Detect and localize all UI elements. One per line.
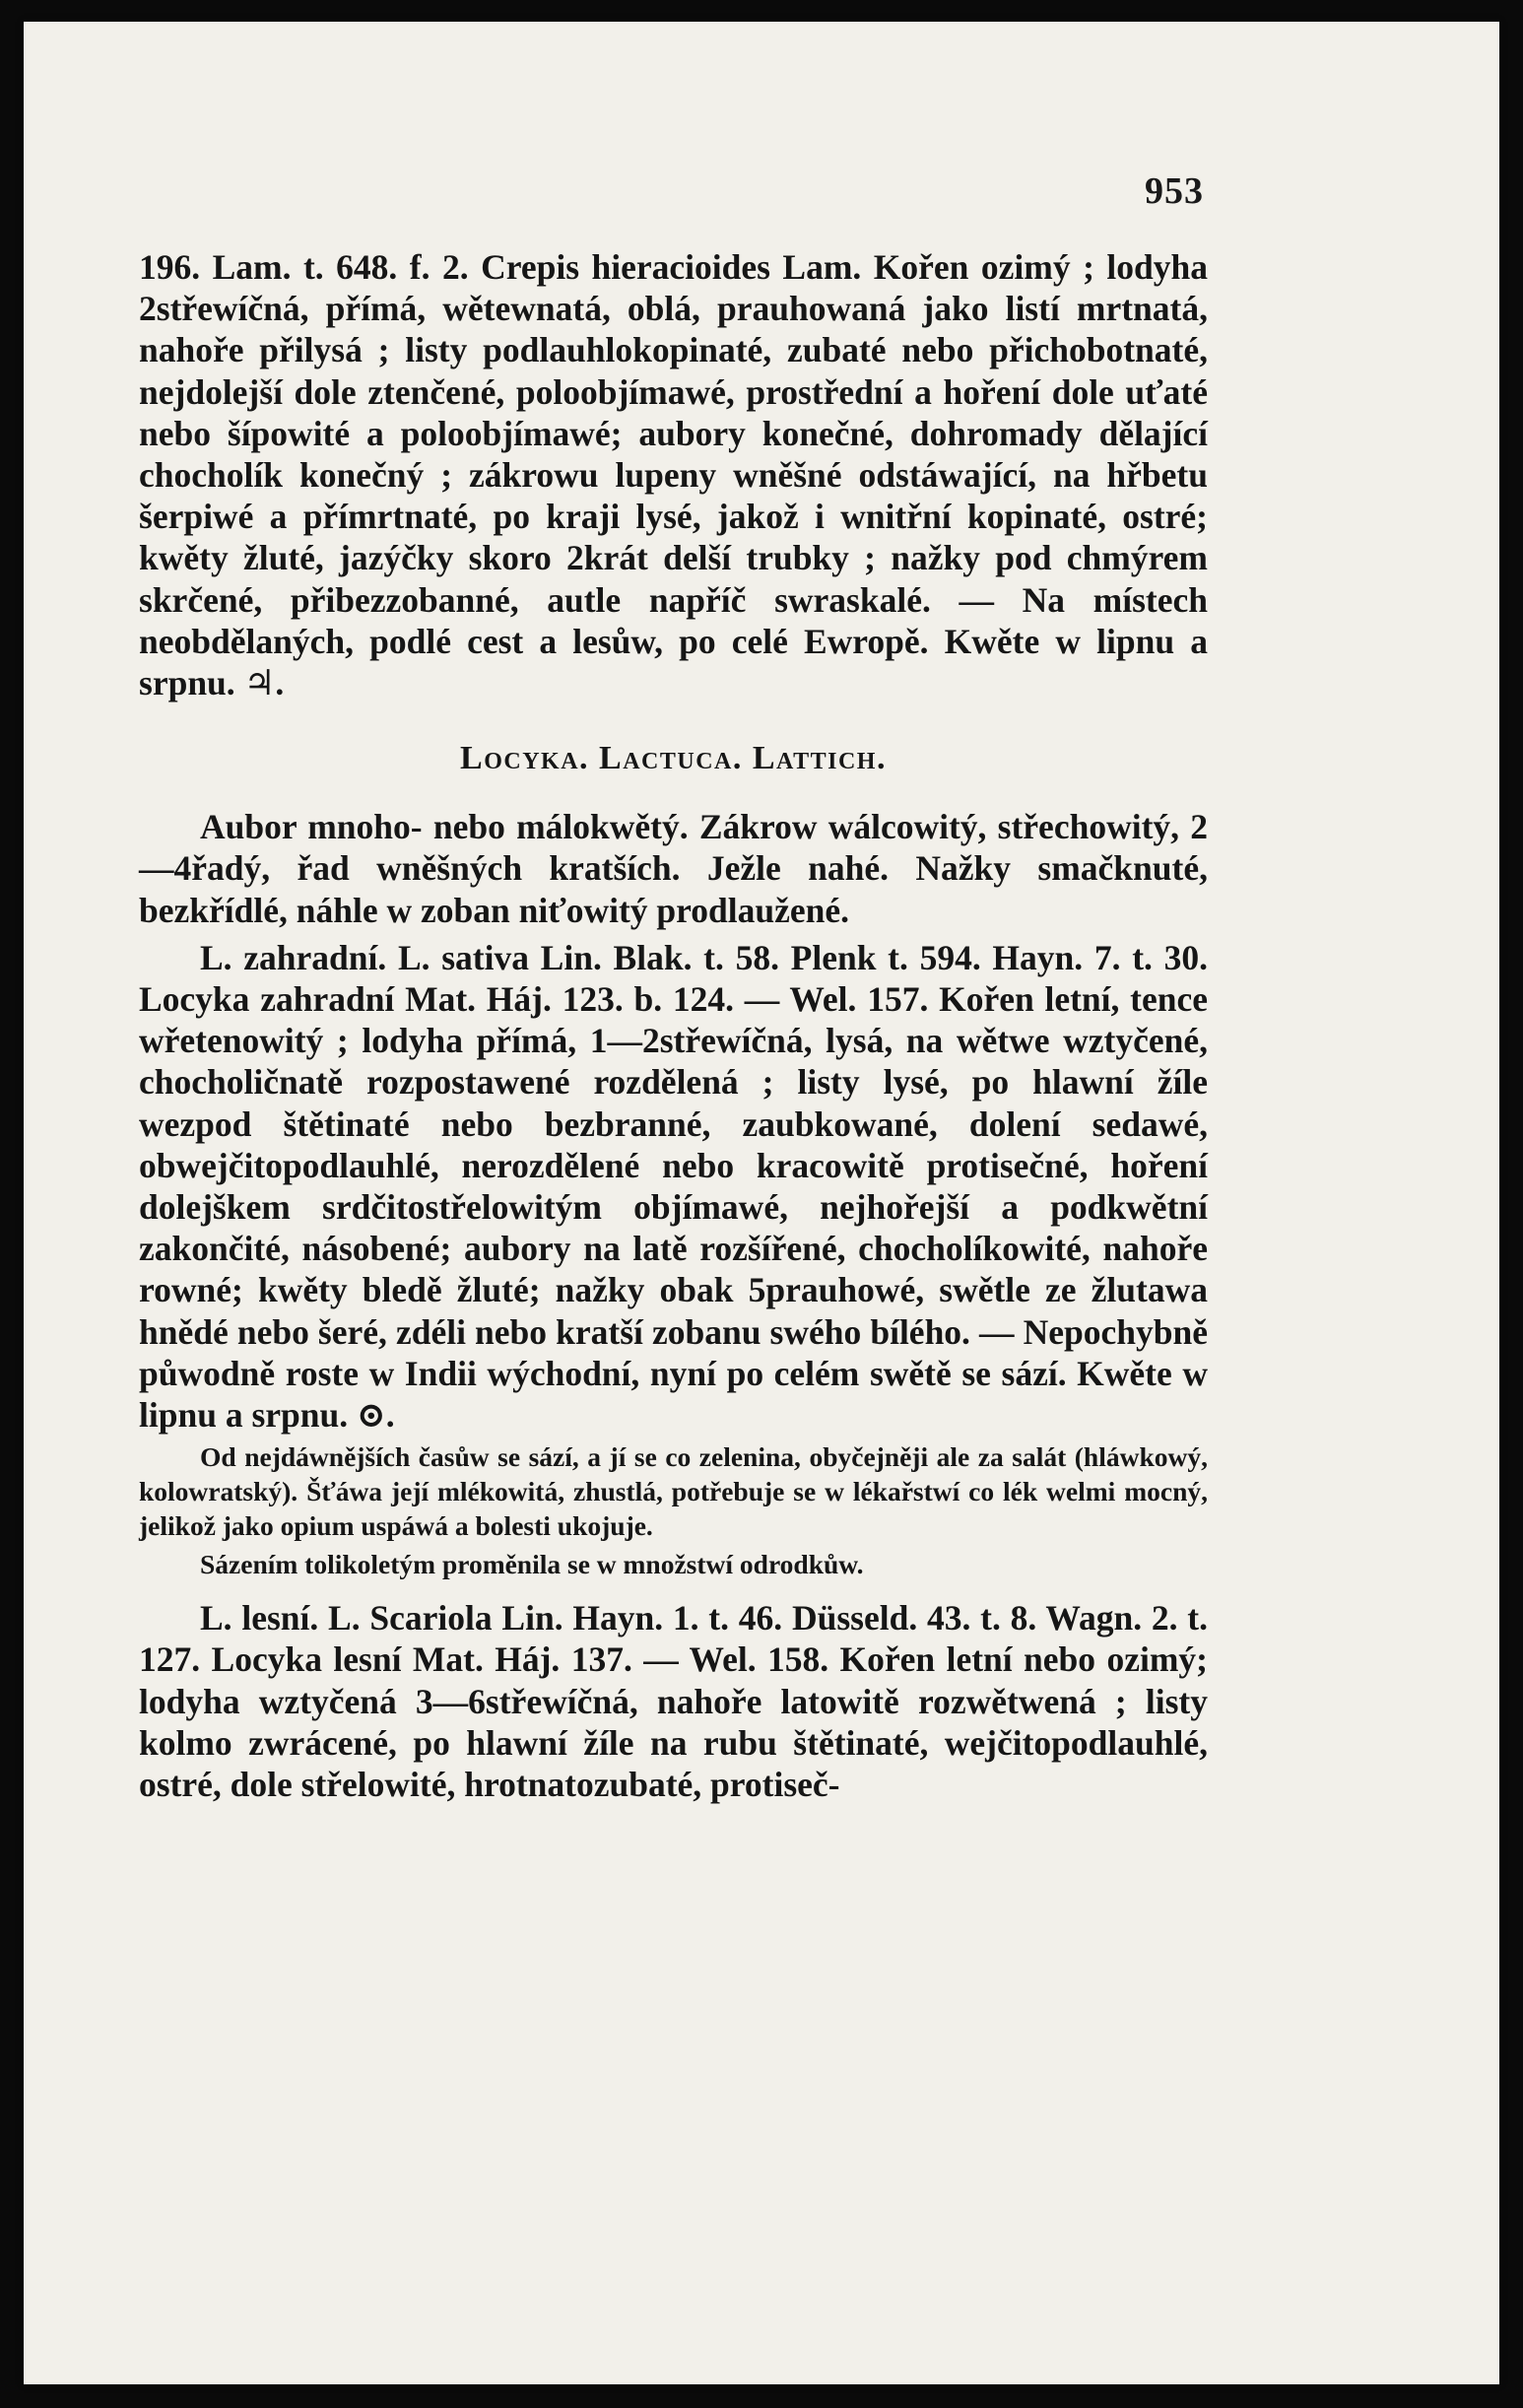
genus-description: Aubor mnoho- nebo málokwětý. Zákrow wálcowitý, střechowitý, 2—4řadý, řad wněšných kratších. Ježle nahé. Nažky smačknuté, bezkřídlé, náhle w zoban niťowitý prodlaužené. <box>139 807 1208 930</box>
genus-heading: Locyka. Lactuca. Lattich. <box>460 740 887 777</box>
note-sativa-2: Sázením tolikoletým proměnila se w množstwí odrodkůw. <box>200 1549 864 1580</box>
species-sativa: L. zahradní. L. sativa Lin. Blak. t. 58. Plenk t. 594. Hayn. 7. t. 30. Locyka zahradní Mat. Háj. 123. b. 124. — Wel. 157. Kořen letní, tence wřetenowitý ; lodyha přímá, 1—2střewíčná, lysá, na wětwe wztyčené, chocholičnatě rozpostawené rozdělená ; listy lysé, po hlawní žíle wezpod štětinaté nebo bezbranné, zaubkowané, dolení sedawé, obwejčitopodlauhlé, nerozdělené nebo kracowitě protisečné, hoření dolejškem srdčitostřelowitým objímawé, nejhořejší a podkwětní zakončité, násobené; aubory na latě rozšířené, chocholíkowité, nahoře rowné; kwěty bledě žluté; nažky obak 5prauhowé, swětle ze žlutawa hnědé nebo šeré, zdéli nebo kratší zobanu swého bílého. — Nepochybně půwodně roste w Indii wýchodní, nyní po celém swětě se sází. Kwěte w lipnu a srpnu. ⊙. <box>139 937 1208 1436</box>
page-text <box>139 246 1208 1805</box>
species-scariola: L. lesní. L. Scariola Lin. Hayn. 1. t. 46. Düsseld. 43. t. 8. Wagn. 2. t. 127. Locyka lesní Mat. Háj. 137. — Wel. 158. Kořen letní nebo ozimý; lodyha wztyčená 3—6střewíčná, nahoře latowitě rozwětwená ; listy kolmo zwrácené, po hlawní žíle na rubu štětinaté, wejčitopodlauhlé, ostré, dole střelowité, hrotnatozubaté, protiseč- <box>139 1598 1208 1805</box>
book-page <box>24 22 1499 2384</box>
page-number: 953 <box>1145 170 1204 212</box>
paragraph-crepis: 196. Lam. t. 648. f. 2. Crepis hieracioides Lam. Kořen ozimý ; lodyha 2střewíčná, přímá, wětewnatá, oblá, prauhowaná jako listí mrtnatá, nahoře přilysá ; listy podlauhlokopinaté, zubaté nebo přichobotnaté, nejdolejší dole ztenčené, poloobjímawé, prostřední a hoření dole uťaté nebo šípowité a poloobjímawé; aubory konečné, dohromady dělající chocholík konečný ; zákrowu lupeny wněšné odstáwající, na hřbetu šerpiwé a přímrtnaté, po kraji lysé, jakož i wnitřní kopinaté, ostré; kwěty žluté, jazýčky skoro 2krát delší trubky ; nažky pod chmýrem skrčené, přibezzobanné, autle napříč swraskalé. — Na místech neobdělaných, podlé cest a lesůw, po celé Ewropě. Kwěte w lipnu a srpnu. ♃. <box>139 247 1208 703</box>
note-sativa-1: Od nejdáwnějších časůw se sází, a jí se co zelenina, obyčejněji ale za salát (hláwkowý, kolowratský). Šťáwa její mlékowitá, zhustlá, potřebuje se w lékařstwí co lék welmi mocný, jelikož jako opium uspáwá a bolesti ukojuje. <box>139 1441 1208 1542</box>
